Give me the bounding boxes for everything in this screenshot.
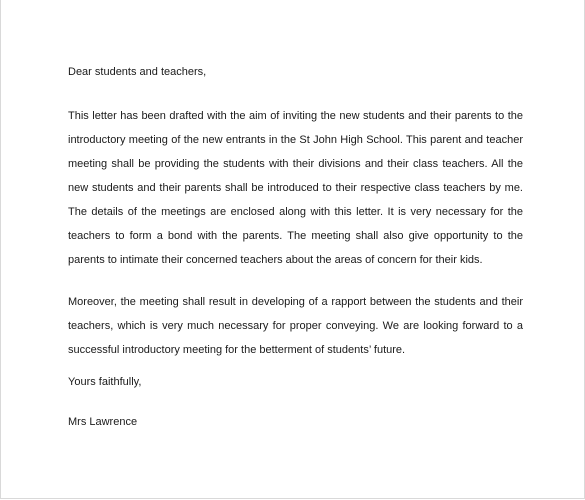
- letter-closing: Yours faithfully,: [68, 376, 142, 388]
- letter-paragraph-2: Moreover, the meeting shall result in developing of a rapport between the students and their teachers, which is very much necessary for proper conveying. We are looking forward to a successful introductory meeting for the betterment of students’ future.: [68, 296, 523, 356]
- letter-salutation: Dear students and teachers,: [68, 66, 207, 78]
- letter-signature: Mrs Lawrence: [68, 416, 138, 428]
- letter-paragraph-1: This letter has been drafted with the aim of inviting the new students and their parents to the introductory meeting of the new entrants in the St John High School. This parent and teacher meeting shall be providing the students with their divisions and their class teachers. All the new students and their parents shall be introduced to their respective class teachers by me. The details of the meetings are enclosed along with this letter. It is very necessary for the teachers to form a bond with the parents. The meeting shall also give opportunity to the parents to intimate their concerned teachers about the areas of concern for their kids.: [68, 110, 523, 266]
